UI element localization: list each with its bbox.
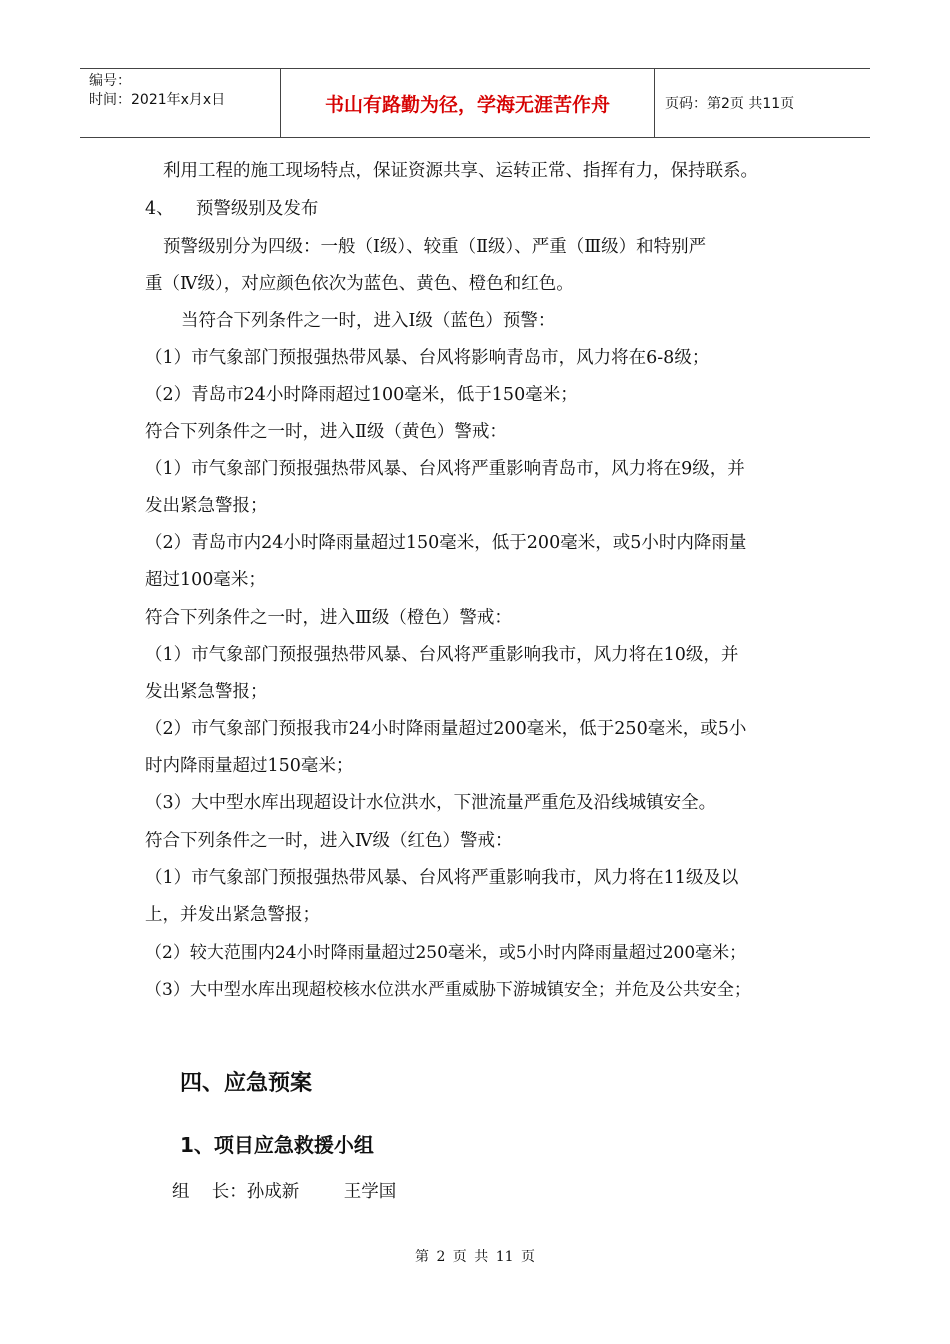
header-page-info: 页码：第2页 共11页 (665, 96, 795, 112)
body-line: 上，并发出紧急警报； (145, 905, 320, 925)
body-line: 符合下列条件之一时，进入Ⅳ级（红色）警戒： (145, 831, 513, 851)
body-line: 重（Ⅳ级），对应颜色依次为蓝色、黄色、橙色和红色。 (145, 274, 574, 294)
body-line: （1）市气象部门预报强热带风暴、台风将严重影响青岛市，风力将在9级，并 (145, 459, 745, 479)
body-line: 发出紧急警报； (145, 682, 268, 702)
subsection-heading: 1、项目应急救援小组 (180, 1133, 374, 1157)
body-line: （1）市气象部门预报强热带风暴、台风将严重影响我市，风力将在11级及以 (145, 868, 739, 888)
body-line: （1）市气象部门预报强热带风暴、台风将严重影响我市，风力将在10级，并 (145, 645, 739, 665)
body-line: 利用工程的施工现场特点，保证资源共享、运转正常、指挥有力，保持联系。 (163, 161, 758, 181)
section-heading: 四、应急预案 (180, 1071, 313, 1096)
page-footer: 第 2 页 共 11 页 (415, 1249, 535, 1265)
page-header (80, 68, 870, 138)
header-time-label: 时间：2021年x月x日 (89, 92, 226, 108)
body-line: （3）大中型水库出现超校核水位洪水严重威胁下游城镇安全；并危及公共安全； (145, 980, 751, 1000)
body-line: 发出紧急警报； (145, 496, 268, 516)
body-line: 符合下列条件之一时，进入Ⅱ级（黄色）警戒： (145, 422, 507, 442)
body-line: （2）青岛市24小时降雨超过100毫米，低于150毫米； (145, 385, 578, 405)
body-line: （2）市气象部门预报我市24小时降雨量超过200毫米，低于250毫米，或5小 (145, 719, 747, 739)
body-line: 符合下列条件之一时，进入Ⅲ级（橙色）警戒： (145, 608, 512, 628)
body-line: 超过100毫米； (145, 570, 266, 590)
body-line: 时内降雨量超过150毫米； (145, 756, 354, 776)
body-line: 4、 预警级别及发布 (145, 199, 319, 219)
header-number-label: 编号： (89, 73, 131, 89)
header-meta (80, 69, 281, 137)
body-line: 当符合下列条件之一时，进入Ⅰ级（蓝色）预警： (181, 311, 556, 331)
body-line: 预警级别分为四级：一般（Ⅰ级）、较重（Ⅱ级）、严重（Ⅲ级）和特别严 (163, 237, 707, 257)
header-motto: 书山有路勤为径，学海无涯苦作舟 (281, 69, 655, 137)
body-line: （1）市气象部门预报强热带风暴、台风将影响青岛市，风力将在6-8级； (145, 348, 710, 368)
body-line: （3）大中型水库出现超设计水位洪水，下泄流量严重危及沿线城镇安全。 (145, 793, 717, 813)
body-line: （2）青岛市内24小时降雨量超过150毫米，低于200毫米，或5小时内降雨量 (145, 533, 747, 553)
body-line: （2）较大范围内24小时降雨量超过250毫米，或5小时内降雨量超过200毫米； (145, 943, 747, 963)
group-leader-line: 组 长：孙成新 王学国 (172, 1182, 397, 1202)
